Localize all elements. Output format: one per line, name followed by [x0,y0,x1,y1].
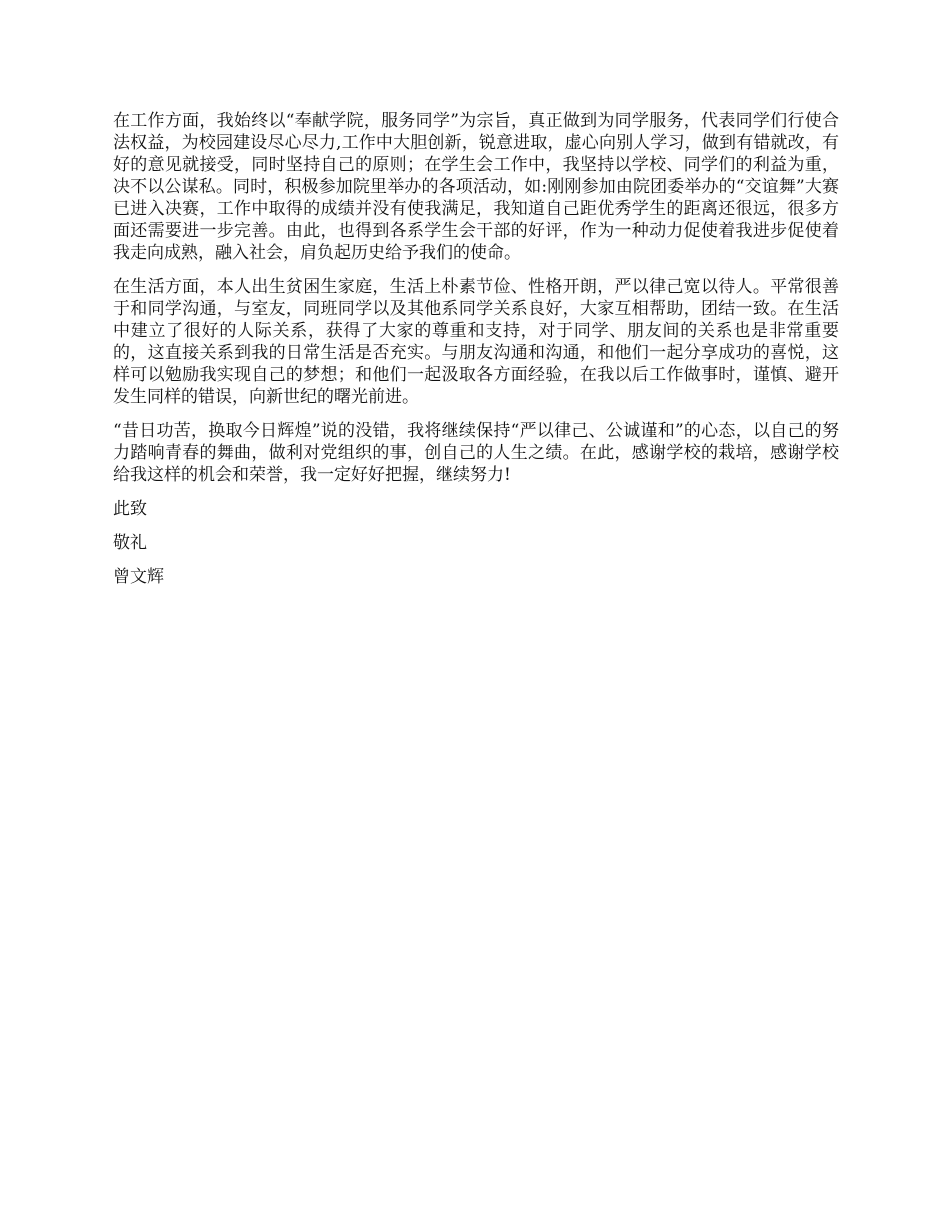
document-body [113,110,839,600]
paragraph-conclusion: “昔日功苦，换取今日辉煌”说的没错，我将继续保持“严以律己、公诚谨和”的心态，以自己的努力踏响青春的舞曲，做利对党组织的事，创自己的人生之绩。在此，感谢学校的栽培，感谢学校给我这样的机会和荣誉，我一定好好把握，继续努力! [113,421,839,485]
paragraph-work: 在工作方面，我始终以“奉献学院，服务同学”为宗旨，真正做到为同学服务，代表同学们行使合法权益，为校园建设尽心尽力,工作中大胆创新，锐意进取，虚心向别人学习，做到有错就改，有好的意见就接受，同时坚持自己的原则；在学生会工作中，我坚持以学校、同学们的利益为重，决不以公谋私。同时，积极参加院里举办的各项活动，如:刚刚参加由院团委举办的“交谊舞”大赛已进入决赛，工作中取得的成绩并没有使我满足，我知道自己距优秀学生的距离还很远，很多方面还需要进一步完善。由此，也得到各系学生会干部的好评，作为一种动力促使着我进步促使着我走向成熟，融入社会，肩负起历史给予我们的使命。 [113,111,839,263]
paragraph-life: 在生活方面，本人出生贫困生家庭，生活上朴素节俭、性格开朗，严以律己宽以待人。平常很善于和同学沟通，与室友，同班同学以及其他系同学关系良好，大家互相帮助，团结一致。在生活中建立了很好的人际关系，获得了大家的尊重和支持，对于同学、朋友间的关系也是非常重要的，这直接关系到我的日常生活是否充实。与朋友沟通和沟通，和他们一起分享成功的喜悦，这样可以勉励我实现自己的梦想；和他们一起汲取各方面经验，在我以后工作做事时，谨慎、避开发生同样的错误，向新世纪的曙光前进。 [113,277,839,407]
signature: 曾文辉 [113,567,164,587]
closing-respect: 敬礼 [113,533,147,553]
closing-salutation: 此致 [113,499,147,519]
